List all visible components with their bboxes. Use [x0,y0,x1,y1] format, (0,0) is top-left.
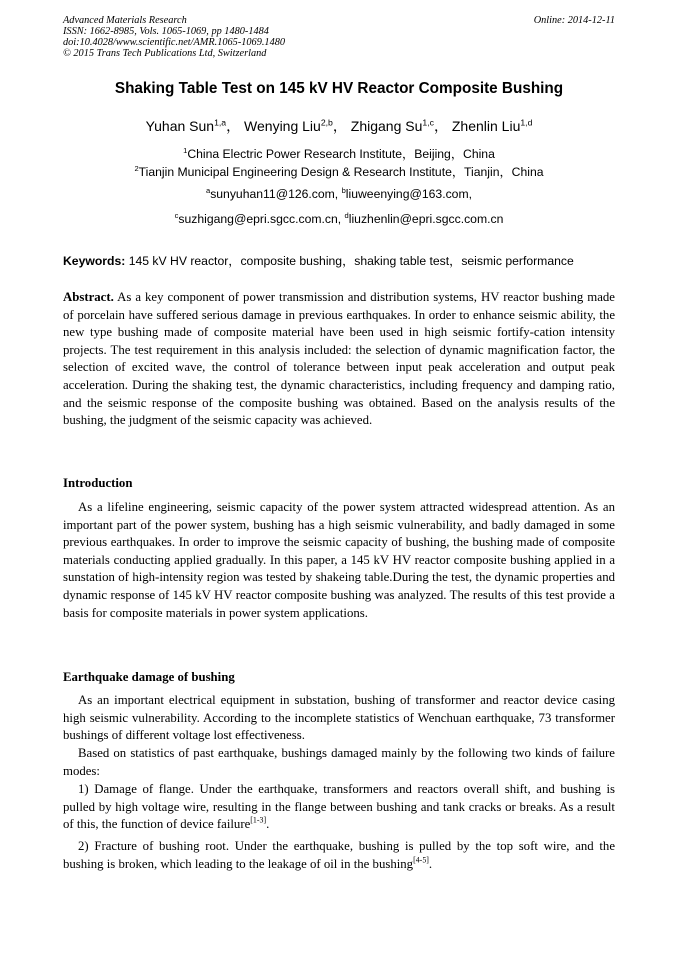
affiliation-text: Tianjin Municipal Engineering Design & Research Institute，Tianjin，China [138,165,544,179]
damage-paragraph-2: Based on statistics of past earthquake, bushings damaged mainly by the following two kinds of failure modes: [63,746,615,778]
author-name: Zhigang Su [350,118,423,134]
affiliation-2 [0,163,678,180]
author-sup: 1,d [520,117,533,128]
online-date: Online: 2014-12-11 [533,15,615,26]
author-sup: 1,c [422,117,434,128]
damage-paragraph-4-text: 2) Fracture of bushing root. Under the earthquake, bushing is pulled by the top soft wire, and the bushing is broken, which leading to the leakage of oil in the bushing [63,839,615,871]
email-c: suzhigang@epri.sgcc.com.cn, [178,212,345,226]
email-b: liuweenying@163.com, [345,187,472,201]
abstract-text: As a key component of power transmission and distribution systems, HV reactor bushing made of porcelain have suffered serious damage in previous earthquakes. In order to enhance seismic ability, the new type bushing made of composite material have been used in high seismic fortify-cation intensity projects. The test requirement in this analysis included: the selection of dynamic magnification factor, the selection of excited wave, the control of tolerance between input peak acceleration and output peak acceleration. During the shaking test, the dynamic characteristics, including frequency and damping ratio, and the seismic response of the composite bushing was obtained. Based on the analysis results of the bushing, the judgment of the seismic capacity was achieved. [63,290,615,428]
section-heading-earthquake-damage: Earthquake damage of bushing [63,670,235,684]
email-line-2 [0,212,678,226]
email-a: sunyuhan11@126.com, [210,187,342,201]
email-sup: b [341,185,346,195]
author-separator: ， [433,118,452,134]
email-line-1 [0,187,678,201]
email-sup: c [174,210,179,220]
affiliation-text: China Electric Power Research Institute，Beijing，China [187,147,495,161]
citation-ref: [4-5] [413,855,429,865]
section-heading-introduction: Introduction [63,476,133,490]
author-separator: ， [332,118,351,134]
damage-paragraph-3 [63,781,615,834]
damage-paragraph-3-text: 1) Damage of flange. Under the earthquake, transformers and reactors overall shift, and bushing is pulled by high voltage wire, resulting in the flange between bushing and tank cracks or breaks. As a result of this, the function of device failure [63,782,615,832]
author-name: Wenying Liu [244,118,321,134]
paragraph-end: . [266,817,270,832]
keywords [63,252,615,269]
journal-header [63,15,615,59]
paper-title: Shaking Table Test on 145 kV HV Reactor Composite Bushing [114,80,564,97]
author-sup: 2,b [320,117,333,128]
paragraph-end: . [428,856,433,871]
email-sup: d [344,210,349,220]
journal-name: Advanced Materials Research [63,15,187,26]
issn-line: ISSN: 1662-8985, Vols. 1065-1069, pp 1480-1484 [63,26,269,37]
copyright-line: © 2015 Trans Tech Publications Ltd, Switzerland [63,48,267,59]
abstract [63,289,615,430]
damage-paragraph-4 [63,838,615,873]
doi-line: doi:10.4028/www.scientific.net/AMR.1065-1069.1480 [63,37,286,48]
keywords-text: 145 kV HV reactor，composite bushing，shaking table test，seismic performance [125,254,574,268]
introduction-paragraph: As a lifeline engineering, seismic capacity of the power system attracted widespread attention. As an important part of the power system, bushing has a high seismic vulnerability, and badly damaged in some previous earthquakes. In order to improve the seismic capacity of bushing, the bushing made of composite materials conducting applied gradually. In this paper, a 145 kV HV reactor composite bushing applied in a sunstation of high-intensity region was tested by shakeing table.During the test, the dynamic properties and dynamic response of 145 kV HV reactor composite bushing was analyzed. The results of this test provide a basis for composite materials in power system applications. [63,500,615,620]
email-sup: a [205,185,211,195]
keywords-label: Keywords: [63,254,126,268]
author-list [0,116,678,136]
author-name: Yuhan Sun [145,118,215,134]
citation-ref: [1-3] [250,815,267,825]
damage-paragraph-1: As an important electrical equipment in substation, bushing of transformer and reactor device casing high seismic vulnerability. According to the incomplete statistics of Wenchuan earthquake, 73 transformer bushings of different voltage lost effectiveness. [63,693,615,743]
author-sup: 1,a [214,117,227,128]
author-name: Zhenlin Liu [451,118,521,134]
affiliation-sup: 1 [183,145,188,155]
abstract-label: Abstract. [63,290,114,304]
email-d: liuzhenlin@epri.sgcc.com.cn [348,212,504,226]
affiliation-sup: 2 [134,163,139,173]
affiliation-1 [0,145,678,162]
author-separator: ， [226,118,245,134]
